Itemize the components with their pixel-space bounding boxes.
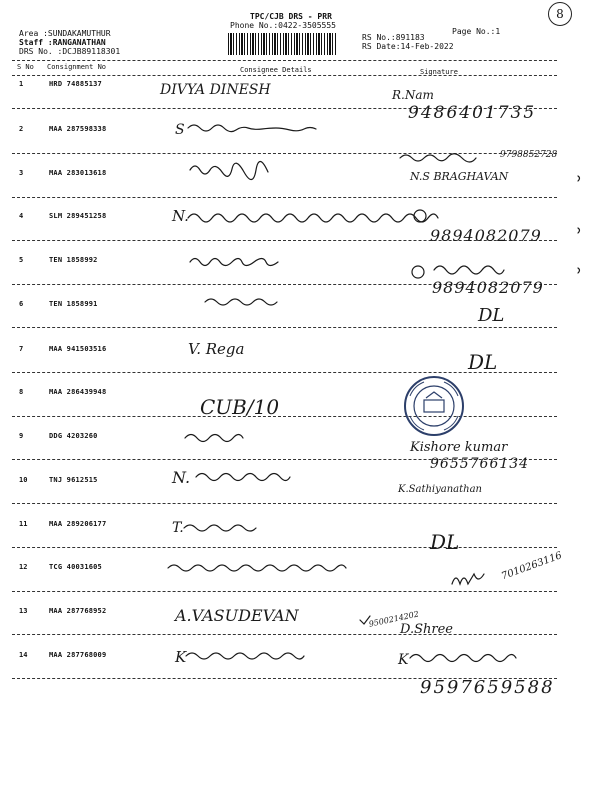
column-consignment: Consignment No [47,63,107,71]
row-12-ink [168,565,346,571]
rs-number: RS No.:891183 [362,33,425,42]
row-8-sno: 8 [19,388,24,396]
row-11-ink [184,525,256,531]
row-12-sig-ink [452,574,484,584]
row-9-ink [185,435,243,442]
row-4-ink [188,214,438,222]
row-5-ink [190,259,278,266]
row-2-ink [188,125,316,132]
row-4-consignment: SLM 289451258 [49,212,107,220]
row-14-consignment: MAA 287768009 [49,651,107,659]
row-1-sno: 1 [19,80,24,88]
row-12-consignment: TCG 40031605 [49,563,102,571]
row-7-consignee: V. Rega [188,340,245,358]
row-7-sno: 7 [19,345,24,353]
phone-number: Phone No.:0422-3505555 [230,21,336,30]
row-1-consignment: HRD 74885137 [49,80,102,88]
row-8-consignee: CUB/10 [200,395,280,419]
row-2-consignee: S [175,122,185,138]
row-5-phone: 9894082079 [432,278,544,297]
row-11-consignment: MAA 289206177 [49,520,107,528]
row-9-sno: 9 [19,432,24,440]
row-14-signature: K [398,652,409,668]
row-14-ink [186,653,304,659]
row-10-ink [196,474,290,481]
row-3-phone: 9798852728 [500,150,558,160]
corner-mark: 8 [548,2,572,26]
page-number: Page No.:1 [452,27,501,36]
row-4-consignee: N. [172,207,189,225]
row-12-sno: 12 [19,563,28,571]
row-11-signature: DL [430,530,460,554]
row-9-phone: 9655766134 [430,456,530,472]
row-7-signature: DL [468,350,498,374]
row-3-signature: N.S BRAGHAVAN [410,170,509,183]
row-13-phone: 9500214202 [368,609,420,629]
row-8-consignment: MAA 286439948 [49,388,107,396]
row-14-consignee: K [175,648,187,666]
row-6-signature: DL [478,305,505,326]
drs-number: DRS No. :DCJB89118301 [19,47,121,56]
row-10-consignment: TNJ 9612515 [49,476,98,484]
row-10-consignee: N. [172,468,191,487]
row-3-consignment: MAA 283013618 [49,169,107,177]
row-14-sno: 14 [19,651,28,659]
row-6-consignment: TEN 1858991 [49,300,98,308]
row-5-sig-ink [434,266,504,274]
row-1-signature: R.Nam [392,88,434,102]
row-14-sig-ink [410,655,516,662]
column-sno: S No [17,63,34,71]
row-2-sno: 2 [19,125,24,133]
row-13-consignee: A.VASUDEVAN [175,606,299,625]
right-margin-marks [578,176,580,273]
row-3-sno: 3 [19,169,24,177]
row-1-phone: 9486401735 [408,103,537,123]
row-9-consignment: DDG 4203260 [49,432,98,440]
row-11-consignee: T. [172,520,184,536]
row-10-sno: 10 [19,476,28,484]
row-13-signature: D.Shree [400,622,453,637]
row-5-sno: 5 [19,256,24,264]
rs-date: RS Date:14-Feb-2022 [362,42,454,51]
row-9-signature: Kishore kumar [410,440,508,455]
column-consignee: Consignee Details [240,66,312,74]
row-1-consignee: DIVYA DINESH [160,82,271,98]
row-13-check [360,616,370,624]
row-3-sig-ink [400,154,476,162]
row-13-consignment: MAA 287768952 [49,607,107,615]
row-2-consignment: MAA 287598338 [49,125,107,133]
row-14-phone: 9597659588 [420,677,555,698]
column-signature: Signature [420,68,458,76]
row-4-phone: 9894082079 [430,226,542,245]
bank-stamp [402,374,466,438]
row-3-ink [190,161,268,179]
row-6-sno: 6 [19,300,24,308]
row-5-consignment: TEN 1858992 [49,256,98,264]
row-7-consignment: MAA 941503516 [49,345,107,353]
row-4-sno: 4 [19,212,24,220]
row-6-ink [205,299,277,305]
staff-label: Staff :RANGANATHAN [19,38,106,47]
row-13-sno: 13 [19,607,28,615]
row-10-signature: K.Sathiyanathan [398,484,482,495]
row-11-sno: 11 [19,520,28,528]
row-12-phone: 7010263116 [500,550,564,583]
document-title: TPC/CJB DRS - PRR [250,12,332,21]
area-label: Area :SUNDAKAMUTHUR [19,29,111,38]
